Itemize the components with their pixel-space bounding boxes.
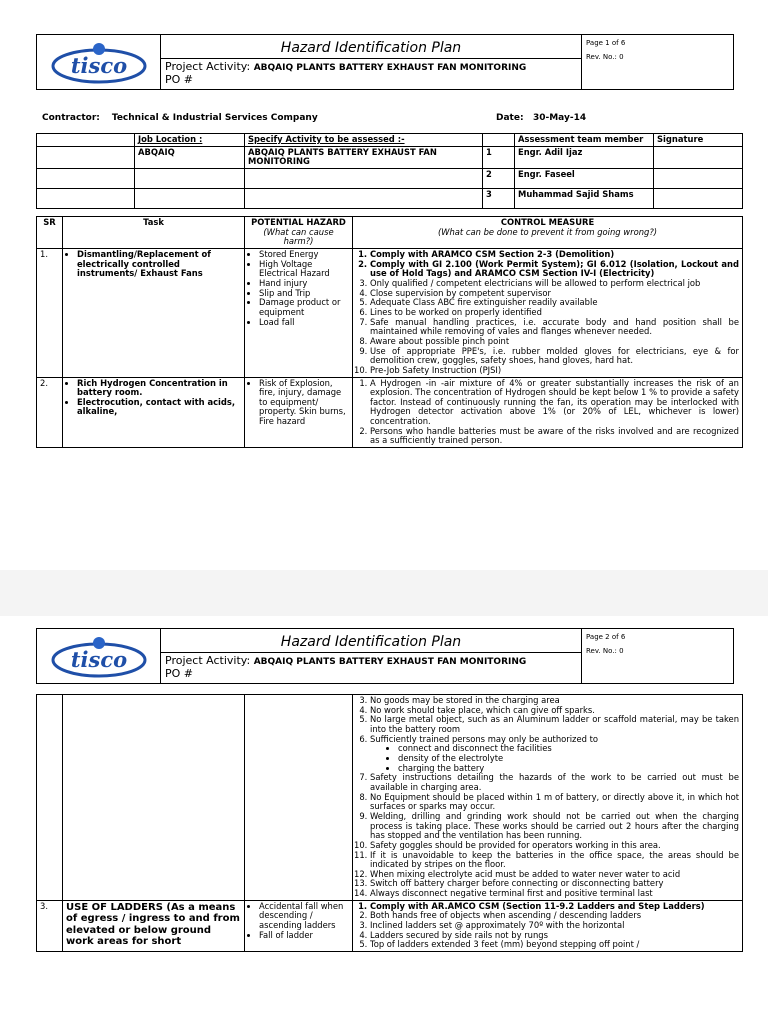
control-text: Sufficiently trained persons may only be authorized to	[370, 733, 598, 744]
sub-item: • charging the battery	[398, 764, 739, 774]
page-info	[582, 629, 734, 684]
col-control-title: CONTROL MEASURE	[500, 217, 595, 227]
hazard-item: • Accidental fall when descending / ascending ladders	[259, 902, 349, 931]
signature-cell	[654, 168, 743, 188]
control-item: 9. Use of appropriate PPE's, i.e. rubber molded gloves for electricians, eye & for demolition crew, goggles, safety shoes, hand gloves, hard hat.	[370, 347, 739, 366]
sub-item: • connect and disconnect the facilities	[398, 744, 739, 754]
row-controls	[353, 377, 743, 448]
control-item: 3. Only qualified / competent electricians will be allowed to perform electrical job	[370, 279, 739, 289]
control-item: 7. Safe manual handling practices, i.e. accurate body and hand position shall be maintained while removing of vales and flanges whenever needed.	[370, 318, 739, 337]
task-item: • Electrocution, contact with acids, alkaline,	[77, 398, 241, 417]
signature-cell	[654, 146, 743, 168]
date-line	[496, 113, 586, 123]
team-number: 1	[483, 146, 515, 168]
signature-cell	[654, 188, 743, 208]
control-item	[370, 735, 739, 774]
job-info-table	[36, 133, 743, 209]
task-item: • Dismantling/Replacement of electrically controlled instruments/ Exhaust Fans	[77, 250, 241, 279]
activity-label: Specify Activity to be assessed :-	[245, 134, 483, 147]
team-member-label: Assessment team member	[515, 134, 654, 147]
page-title: Hazard Identification Plan	[161, 35, 582, 59]
signature-label: Signature	[654, 134, 743, 147]
project-activity	[161, 653, 582, 684]
col-task: Task	[63, 217, 245, 249]
project-value: ABQAIQ PLANTS BATTERY EXHAUST FAN MONITORING	[253, 657, 527, 667]
contractor-line	[42, 113, 318, 123]
project-sep: :	[246, 60, 251, 73]
logo-text: tisco	[70, 647, 128, 672]
date-value: 30-May-14	[532, 113, 587, 123]
hazard-item: • Load fall	[259, 318, 349, 328]
project-sep: :	[246, 654, 251, 667]
row-hazards	[245, 900, 353, 951]
page-title: Hazard Identification Plan	[161, 629, 582, 653]
control-item: 5. No large metal object, such as an Aluminum ladder or scaffold material, may be taken into the battery room	[370, 715, 739, 734]
control-item: 9. Welding, drilling and grinding work should not be carried out when the charging process is taking place. These works should be carried out 2 hours after the charging has stopped and the ventilation has been running.	[370, 812, 739, 841]
team-member-name: Muhammad Sajid Shams	[515, 188, 654, 208]
tisco-logo	[49, 41, 149, 85]
row-hazards	[245, 248, 353, 377]
page-number: Page 2 of 6	[586, 633, 626, 641]
row-sr: 2.	[37, 377, 63, 448]
hazard-item: • Risk of Explosion, fire, injury, damage to equipment/ property. Skin burns, Fire hazard	[259, 379, 349, 427]
page-gap	[0, 570, 768, 616]
control-item: 11. If it is unavoidable to keep the batteries in the office space, the areas should be indicated by stripes on the floor.	[370, 851, 739, 870]
contractor-value: Technical & Industrial Services Company	[111, 113, 318, 123]
table-row	[37, 377, 743, 448]
project-activity	[161, 59, 582, 90]
row-sr: 3.	[37, 900, 63, 951]
control-item: 1. Comply with AR.AMCO CSM (Section 11-9.2 Ladders and Step Ladders)	[370, 902, 739, 912]
hazard-table	[36, 216, 743, 448]
control-item: 5. Adequate Class ABC fire extinguisher readily available	[370, 298, 739, 308]
row-hazards	[245, 377, 353, 448]
job-location-value: ABQAIQ	[135, 146, 245, 168]
page-header	[36, 628, 734, 684]
po-label: PO #	[165, 666, 194, 680]
control-item: 5. Top of ladders extended 3 feet (mm) beyond stepping off point /	[370, 940, 739, 950]
page-number: Page 1 of 6	[586, 39, 626, 47]
hazard-item: • Stored Energy	[259, 250, 349, 260]
row-task: USE OF LADDERS (As a means of egress / ingress to and from elevated or below ground work areas for short	[63, 900, 245, 951]
row-controls	[353, 695, 743, 901]
control-item: 2. Both hands free of objects when ascending / descending ladders	[370, 911, 739, 921]
control-item: 13. Switch off battery charger before connecting or disconnecting battery	[370, 879, 739, 889]
team-member-name: Engr. Faseel	[515, 168, 654, 188]
col-hazard-sub: (What can cause harm?)	[263, 226, 334, 247]
control-item: 4. No work should take place, which can give off sparks.	[370, 706, 739, 716]
hazard-item: • Slip and Trip	[259, 289, 349, 299]
hazard-item: • High Voltage Electrical Hazard	[259, 260, 349, 279]
control-item: 8. No Equipment should be placed within 1 m of battery, or directly above it, in which hot surfaces or sparks may occur.	[370, 793, 739, 812]
control-item: 6. Lines to be worked on properly identified	[370, 308, 739, 318]
control-item: 7. Safety instructions detailing the hazards of the work to be carried out must be available in charging area.	[370, 773, 739, 792]
logo-cell	[37, 629, 161, 684]
control-item: 10. Safety goggles should be provided for operators working in this area.	[370, 841, 739, 851]
col-hazard-title: POTENTIAL HAZARD	[251, 217, 346, 227]
row-controls	[353, 248, 743, 377]
control-item: 2. Comply with GI 2.100 (Work Permit System); GI 6.012 (Isolation, Lockout and use of Hold Tags) and ARAMCO CSM Section IV-I (Electricity)	[370, 260, 739, 279]
revision-number: Rev. No.: 0	[586, 647, 624, 655]
project-value: ABQAIQ PLANTS BATTERY EXHAUST FAN MONITORING	[253, 63, 527, 73]
page-header	[36, 34, 734, 90]
team-number: 2	[483, 168, 515, 188]
project-label: Project Activity	[165, 60, 247, 73]
col-sr: SR	[37, 217, 63, 249]
tisco-logo	[49, 635, 149, 679]
task-item: • Rich Hydrogen Concentration in battery room.	[77, 379, 241, 398]
po-label: PO #	[165, 72, 194, 86]
control-item: 3. No goods may be stored in the charging area	[370, 696, 739, 706]
col-control-sub: (What can be done to prevent it from going wrong?)	[437, 226, 658, 237]
logo-cell	[37, 35, 161, 90]
hazard-item: • Damage product or equipment	[259, 298, 349, 317]
control-item: 12. When mixing electrolyte acid must be added to water never water to acid	[370, 870, 739, 880]
row-controls	[353, 900, 743, 951]
table-row	[37, 695, 743, 901]
sub-item: • density of the electrolyte	[398, 754, 739, 764]
contractor-label: Contractor:	[42, 113, 100, 123]
activity-value: ABQAIQ PLANTS BATTERY EXHAUST FAN MONITORING	[245, 146, 483, 168]
control-item: 8. Aware about possible pinch point	[370, 337, 739, 347]
job-location-label: Job Location :	[135, 134, 245, 147]
hazard-item: • Hand injury	[259, 279, 349, 289]
control-item: 2. Persons who handle batteries must be aware of the risks involved and are recognized as a sufficiently trained person.	[370, 427, 739, 446]
logo-text: tisco	[70, 53, 128, 78]
revision-number: Rev. No.: 0	[586, 53, 624, 61]
project-label: Project Activity	[165, 654, 247, 667]
control-item: 14. Always disconnect negative terminal first and positive terminal last	[370, 889, 739, 899]
table-row	[37, 900, 743, 951]
date-label: Date:	[496, 113, 524, 123]
hazard-table-continued	[36, 694, 743, 952]
team-member-name: Engr. Adil Ijaz	[515, 146, 654, 168]
document-page-2	[0, 616, 768, 1024]
page-info	[582, 35, 734, 90]
control-item: 4. Ladders secured by side rails not by rungs	[370, 931, 739, 941]
table-row	[37, 248, 743, 377]
hazard-item: • Fall of ladder	[259, 931, 349, 941]
row-task	[63, 377, 245, 448]
control-item: 10. Pre-Job Safety Instruction (PJSI)	[370, 366, 739, 376]
control-item: 1. A Hydrogen -in -air mixture of 4% or greater substantially increases the risk of an explosion. The concentration of Hydrogen should be kept below 1 % to provide a safety factor. Instead of continuously running the fan, its operation may be interlocked with Hydrogen detector activation above 1% (or 20% of LEL, whichever is lower) concentration.	[370, 379, 739, 427]
col-hazard	[245, 217, 353, 249]
team-number: 3	[483, 188, 515, 208]
control-item: 4. Close supervision by competent supervisor	[370, 289, 739, 299]
control-item: 1. Comply with ARAMCO CSM Section 2-3 (Demolition)	[370, 250, 739, 260]
row-task	[63, 248, 245, 377]
row-sr: 1.	[37, 248, 63, 377]
control-item: 3. Inclined ladders set @ approximately 70º with the horizontal	[370, 921, 739, 931]
col-control	[353, 217, 743, 249]
